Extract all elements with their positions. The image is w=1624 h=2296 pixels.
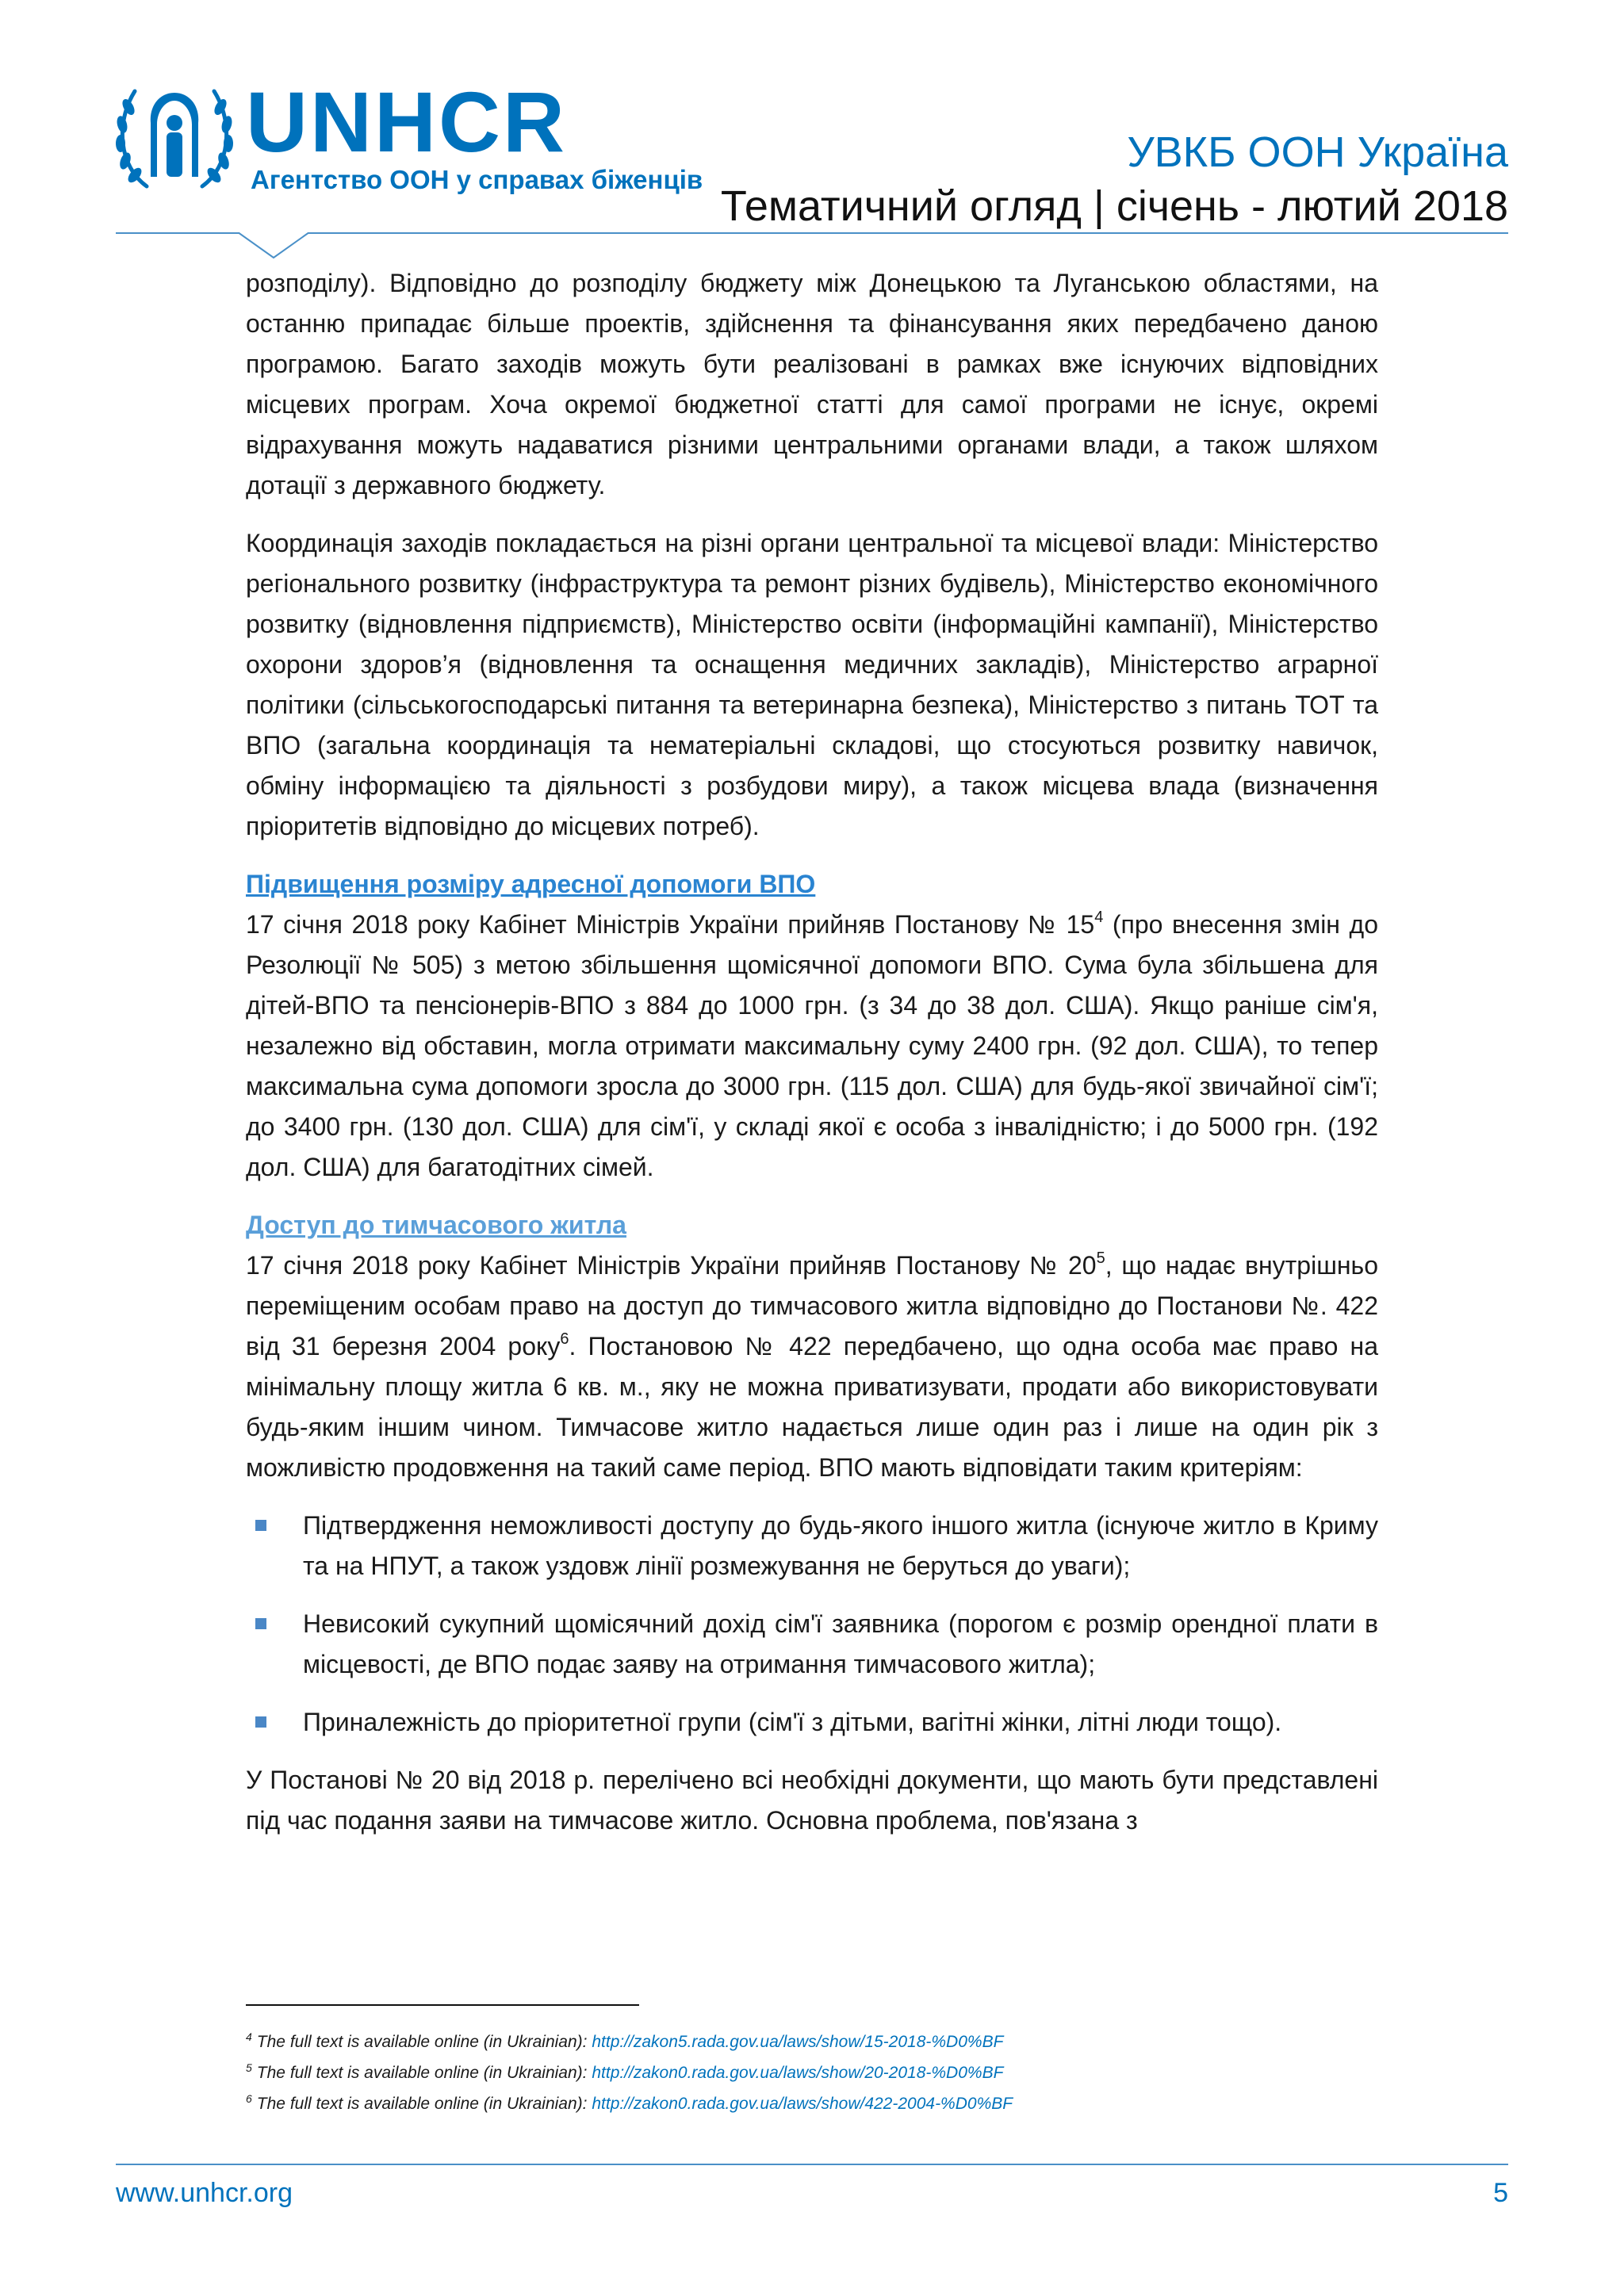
paragraph-housing-text-a: 17 січня 2018 року Кабінет Міністрів України прийняв Постанову № 20 xyxy=(246,1251,1097,1280)
footnote-4 xyxy=(246,2024,1378,2055)
paragraph-assistance-text-a: 17 січня 2018 року Кабінет Міністрів України прийняв Постанову № 15 xyxy=(246,910,1095,939)
footnote-ref-5[interactable]: 5 xyxy=(1096,1249,1105,1267)
list-item xyxy=(246,1604,1378,1685)
section-heading-assistance[interactable]: Підвищення розміру адресної допомоги ВПО xyxy=(246,870,816,898)
footer-website-link[interactable]: www.unhcr.org xyxy=(116,2178,293,2208)
list-item xyxy=(246,1702,1378,1743)
paragraph-documents: У Постанові № 20 від 2018 р. перелічено всі необхідні документи, що мають бути представлені під час подання заяви на тимчасове житло. Основна проблема, пов'язана з xyxy=(246,1766,1378,1835)
footnote-ref-4[interactable]: 4 xyxy=(1094,909,1104,926)
paragraph-housing-text-b: , що надає внутрішньо переміщеним особам право на доступ до тимчасового житла відповідно до Постанови №. 422 від 31 березня 2004 року xyxy=(246,1251,1379,1360)
header-notch-icon xyxy=(238,231,309,259)
unhcr-logo xyxy=(111,75,745,194)
footer-divider xyxy=(116,2164,1508,2165)
paragraph-housing xyxy=(246,1246,1378,1488)
page-number: 5 xyxy=(1493,2178,1508,2208)
footnote-ref-6[interactable]: 6 xyxy=(560,1330,569,1348)
document-title: Тематичний огляд | січень - лютий 2018 xyxy=(720,182,1508,230)
footnote-link[interactable]: http://zakon5.rada.gov.ua/laws/show/15-2018-%D0%BF xyxy=(592,2033,1004,2051)
square-bullet-icon xyxy=(255,1716,266,1728)
footnote-text: The full text is available online (in Ukrainian): xyxy=(256,2095,592,2113)
logo-subtitle: Агентство ООН у справах біженців xyxy=(251,165,703,194)
header-organization: УВКБ ООН Україна xyxy=(1127,128,1508,176)
paragraph-assistance xyxy=(246,905,1378,1188)
footnote-5 xyxy=(246,2055,1378,2086)
list-item-text: Невисокий сукупний щомісячний дохід сім'ї заявника (порогом є розмір орендної плати в місцевості, де ВПО подає заяву на отримання тимчасового житла); xyxy=(303,1609,1378,1678)
footnotes xyxy=(246,2024,1378,2117)
footnote-separator xyxy=(246,2004,639,2006)
footnote-number: 4 xyxy=(246,2030,252,2043)
section-heading-housing[interactable]: Доступ до тимчасового житла xyxy=(246,1211,626,1239)
paragraph-coordination: Координація заходів покладається на різні органи центральної та місцевої влади: Міністерство регіонального розвитку (інфраструктура та ремонт різних будівель), Міністерство економічного розвитку (відновлення підприємств), Міністерство освіти (інформаційні кампанії), Міністерство охорони здоров’я (відновлення та оснащення медичних закладів), Міністерство аграрної політики (сільськогосподарські питання та ветеринарна безпека), Міністерство з питань ТОТ та ВПО (загальна координація та нематеріальні складові, що стосуються розвитку навичок, обміну інформацією та діяльності з розбудови миру), а також місцева влада (визначення пріоритетів відповідно до місцевих потреб). xyxy=(246,529,1378,840)
footnote-text: The full text is available online (in Ukrainian): xyxy=(256,2033,592,2051)
header-divider xyxy=(116,232,1508,234)
square-bullet-icon xyxy=(255,1618,266,1629)
criteria-list xyxy=(246,1506,1378,1743)
footnote-number: 5 xyxy=(246,2061,252,2074)
footnote-text: The full text is available online (in Ukrainian): xyxy=(256,2064,592,2082)
list-item-text: Підтвердження неможливості доступу до будь-якого іншого житла (існуюче житло в Криму та на НПУТ, а також уздовж лінії розмежування не беруться до уваги); xyxy=(303,1511,1378,1580)
footnote-number: 6 xyxy=(246,2092,252,2105)
square-bullet-icon xyxy=(255,1520,266,1531)
main-content xyxy=(246,263,1378,1858)
list-item xyxy=(246,1506,1378,1586)
footnote-6 xyxy=(246,2086,1378,2117)
footnote-link[interactable]: http://zakon0.rada.gov.ua/laws/show/422-2004-%D0%BF xyxy=(592,2095,1013,2113)
logo-wordmark: UNHCR xyxy=(246,74,567,170)
unhcr-emblem-icon xyxy=(111,75,238,194)
paragraph-budget: розподілу). Відповідно до розподілу бюджету між Донецькою та Луганською областями, на останню припадає більше проектів, здійснення та фінансування яких передбачено даною програмою. Багато заходів можуть бути реалізовані в рамках вже існуючих відповідних місцевих програм. Хоча окремої бюджетної статті для самої програми не існує, окремі відрахування можуть надаватися різними центральними органами влади, а також шляхом дотації з державного бюджету. xyxy=(246,269,1378,499)
list-item-text: Приналежність до пріоритетної групи (сім'ї з дітьми, вагітні жінки, літні люди тощо). xyxy=(303,1708,1282,1736)
footnote-link[interactable]: http://zakon0.rada.gov.ua/laws/show/20-2018-%D0%BF xyxy=(592,2064,1004,2082)
paragraph-assistance-text-b: (про внесення змін до Резолюції № 505) з метою збільшення щомісячної допомоги ВПО. Сума була збільшена для дітей-ВПО та пенсіонерів-ВПО з 884 до 1000 грн. (з 34 до 38 дол. США). Якщо раніше сім'я, незалежно від обставин, могла отримати максимальну суму 2400 грн. (92 дол. США), то тепер максимальна сума допомоги зросла до 3000 грн. (115 дол. США) для будь-якої звичайної сім'ї; до 3400 грн. (130 дол. США) для сім'ї, у складі якої є особа з інвалідністю; і до 5000 грн. (192 дол. США) для багатодітних сімей. xyxy=(246,910,1379,1181)
paragraph-housing-text-c: . Постановою № 422 передбачено, що одна особа має право на мінімальну площу житла 6 кв. м., яку не можна приватизувати, продати або використовувати будь-яким іншим чином. Тимчасове житло надається лише один раз і лише на один рік з можливістю продовження на такий саме період. ВПО мають відповідати таким критеріям: xyxy=(246,1332,1379,1482)
